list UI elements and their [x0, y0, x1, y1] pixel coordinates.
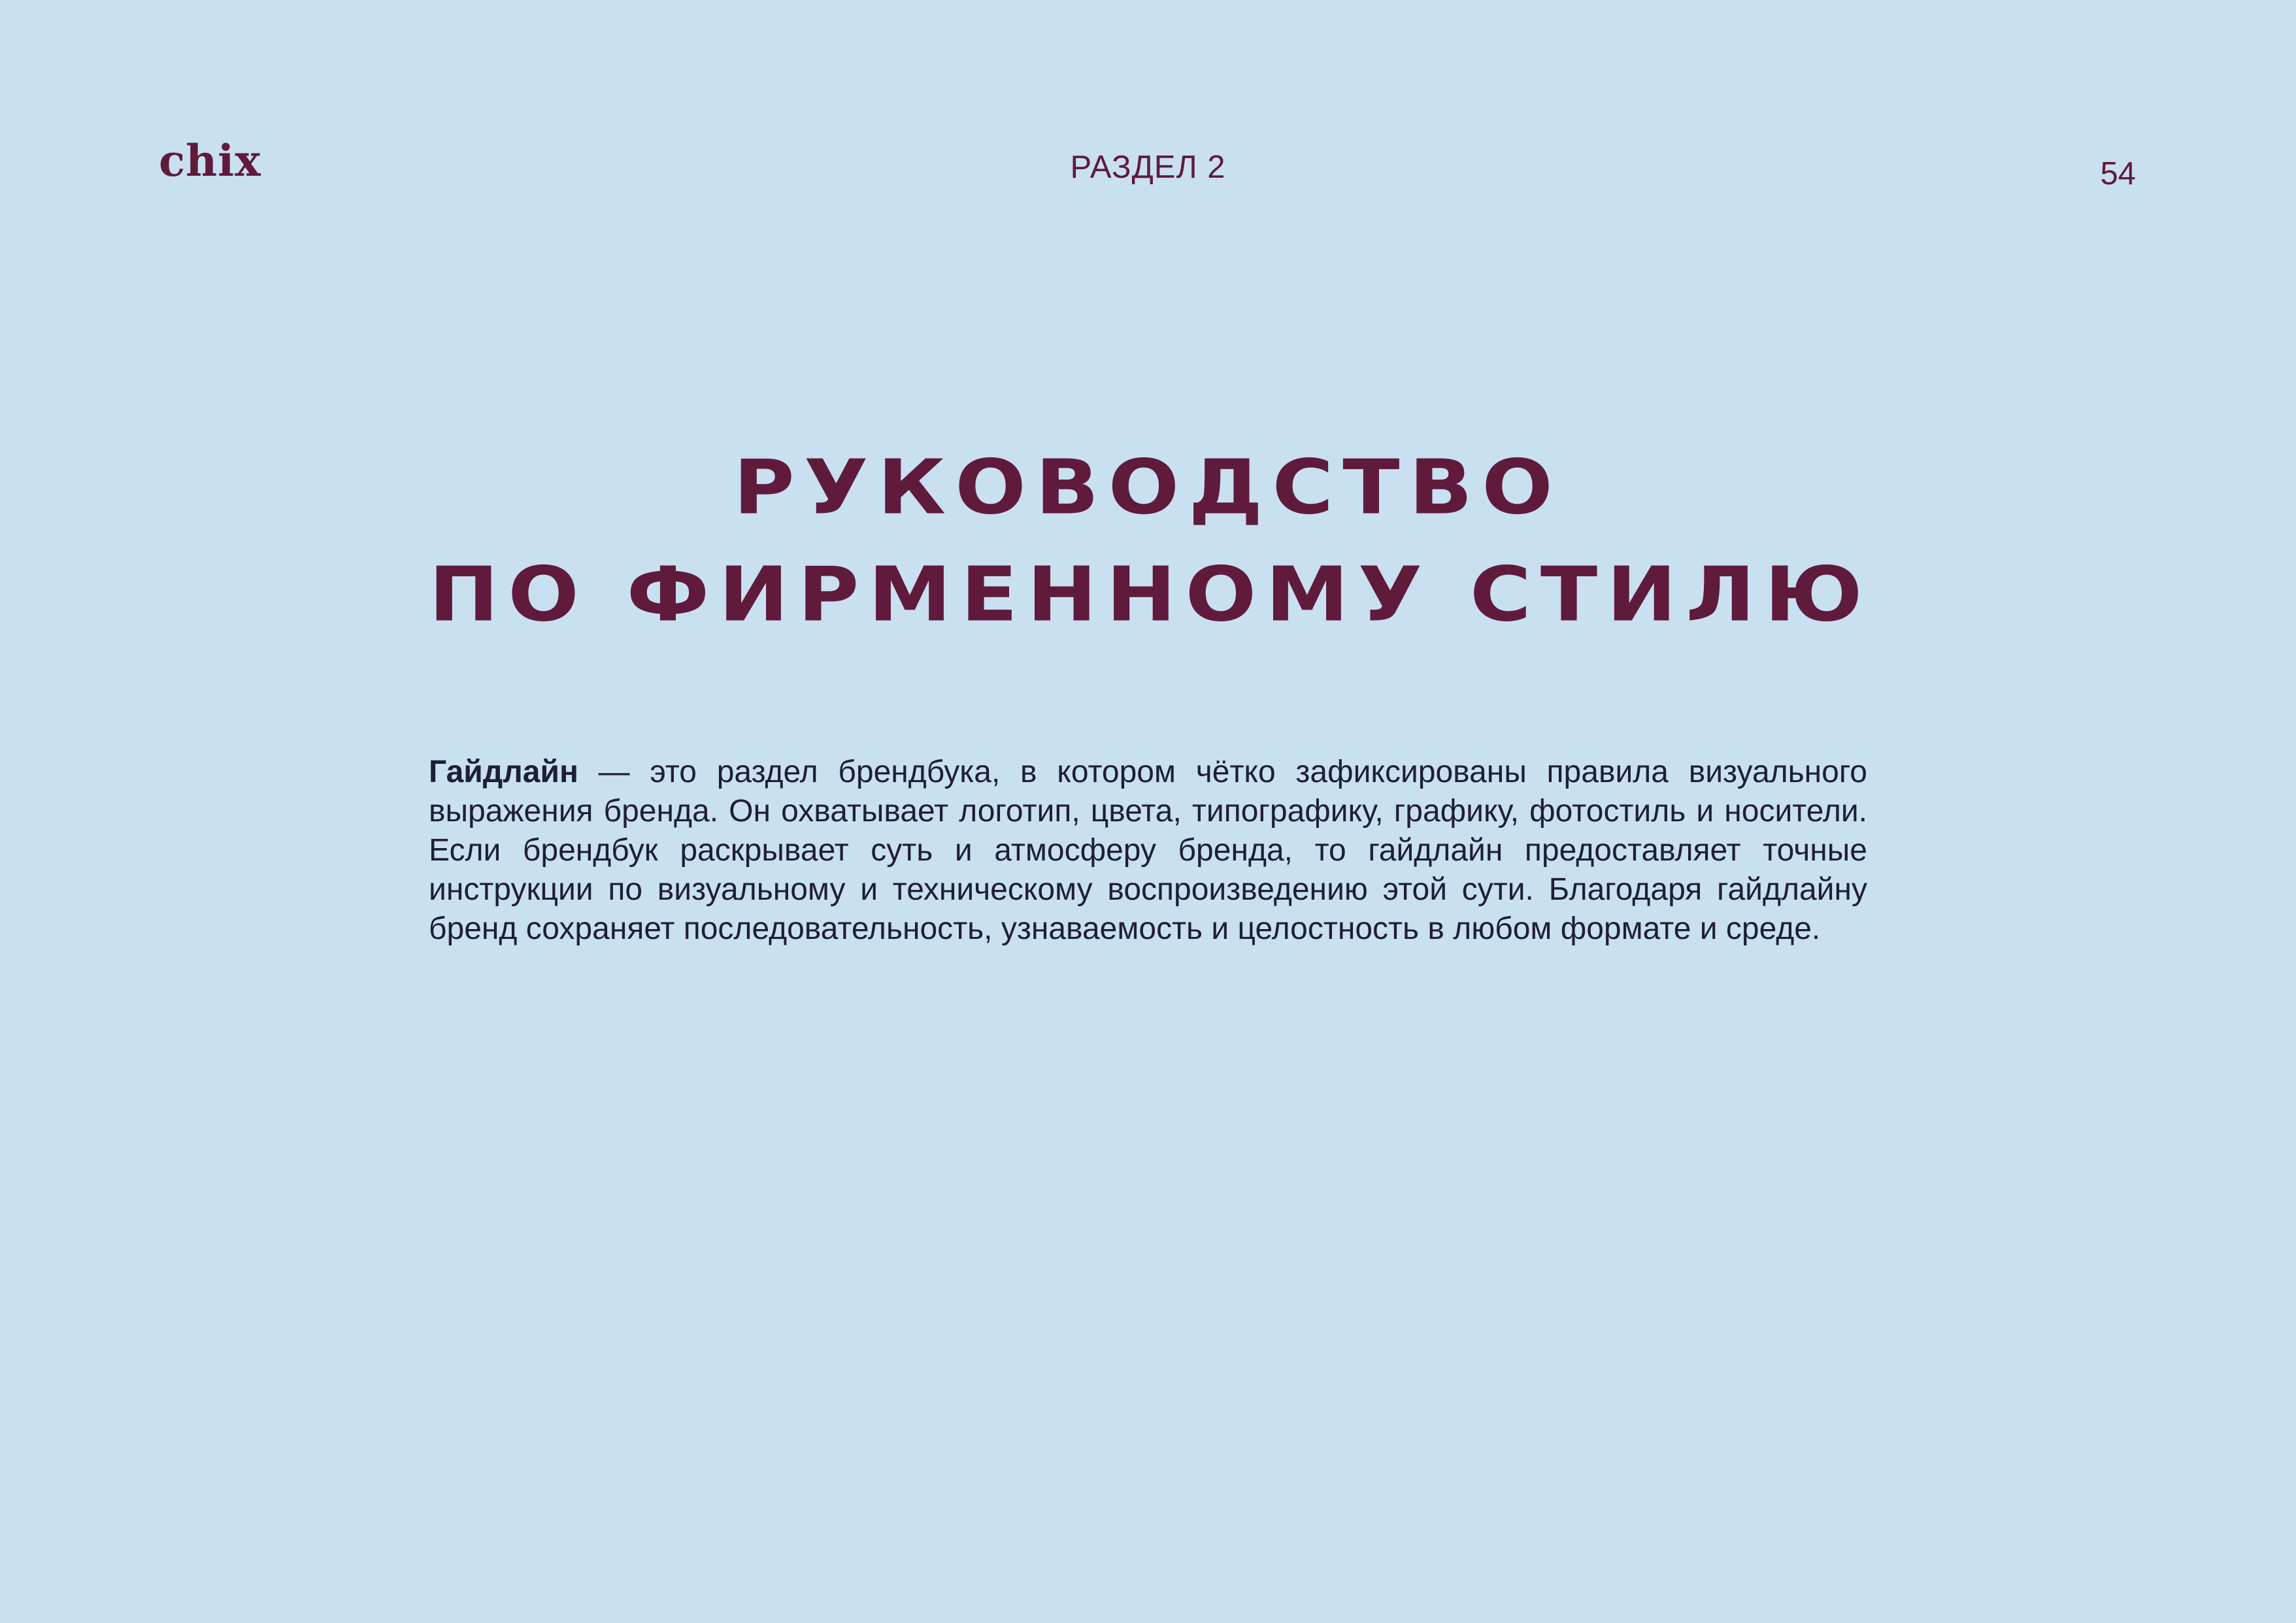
page-number: 54 — [2100, 156, 2136, 191]
body-text: — это раздел брендбука, в котором чётко зафиксированы правила визуального выражения бренда. Он охватывает логотип, цвета, типографику, графику, фотостиль и носители. Если брендбук раскрывает суть и атмосферу бренда, то гайдлайн предоставляет точные инструкции по визуальному и техническому воспроизведению этой сути. Благодаря гайдлайну бренд сохраняет последовательность, узнаваемость и целостность в любом формате и среде. — [429, 755, 1867, 946]
brand-logo: chix — [159, 135, 261, 186]
body-paragraph — [429, 753, 1867, 949]
page-title — [429, 434, 1872, 649]
page-title-line-1: РУКОВОДСТВО — [733, 444, 1562, 532]
body-term: Гайдлайн — [429, 755, 578, 789]
page-title-line-2: ПО ФИРМЕННОМУ СТИЛЮ — [429, 551, 1872, 639]
section-label: РАЗДЕЛ 2 — [1070, 150, 1226, 185]
